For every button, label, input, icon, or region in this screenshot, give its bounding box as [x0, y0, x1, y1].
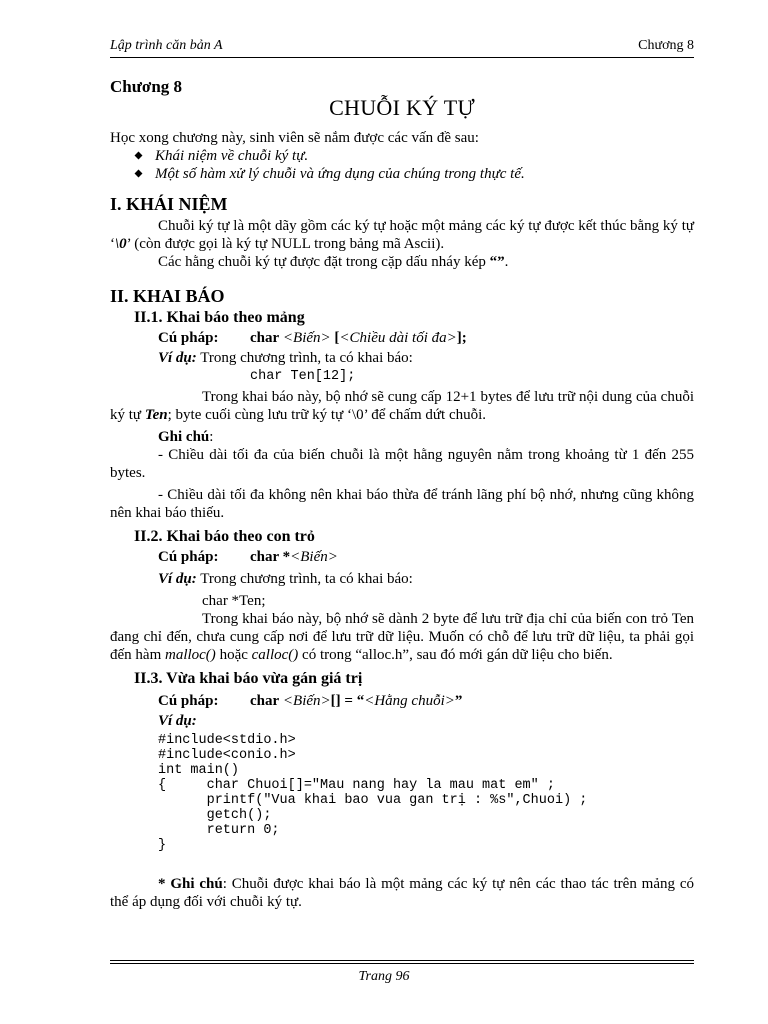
section-heading-khai-bao: II. KHAI BÁO [110, 286, 225, 306]
text-run: . [504, 254, 509, 270]
code-line: #include<conio.h> [158, 748, 296, 763]
chapter-label: Chương 8 [110, 77, 183, 96]
note-label: Ghi chú [158, 429, 210, 445]
text-run: hoặc [215, 647, 252, 663]
code-line: { char Chuoi[]="Mau nang hay la mau mat em" ; [158, 778, 555, 793]
syntax-label: Cú pháp: [158, 330, 219, 346]
text-run: Trong khai báo này, bộ nhớ sẽ cung cấp 12+1 bytes để lưu trữ nội dung của chuỗi ký tự [110, 389, 694, 423]
subsection-heading: II.1. Khai báo theo mảng [134, 309, 305, 326]
subsection-heading: II.3. Vừa khai báo vừa gán giá trị [134, 670, 363, 687]
text-run: ; byte cuối cùng lưu trữ ký tự ‘\0’ để chấm dứt chuỗi. [167, 407, 487, 423]
syntax-keyword: char [250, 693, 280, 709]
bullet-icon [135, 170, 143, 178]
code-line: } [158, 838, 167, 853]
syntax-label: Cú pháp: [158, 693, 219, 709]
paragraph [110, 875, 694, 911]
syntax-keyword: char [250, 330, 280, 346]
syntax-line [110, 692, 694, 710]
paragraph [110, 217, 694, 253]
example-line [110, 712, 694, 730]
code-line: char Ten[12]; [250, 369, 356, 384]
text-run: Các hằng chuỗi ký tự được đặt trong cặp dấu nháy kép [158, 254, 490, 270]
paragraph [110, 388, 694, 424]
intro-text: Học xong chương này, sinh viên sẽ nắm được các vấn đề sau: [110, 130, 479, 146]
note-colon: : [209, 429, 214, 445]
example-label: Ví dụ: [158, 571, 197, 587]
chapter-title: CHUỖI KÝ TỰ [329, 95, 475, 120]
syntax-length: <Chiều dài tối đa> [339, 330, 457, 346]
bullet-icon [135, 152, 143, 160]
example-label: Ví dụ: [158, 350, 197, 366]
text-run-emphasis: \0 [115, 236, 127, 252]
paragraph: - Chiều dài tối đa không nên khai báo thừa để tránh lãng phí bộ nhớ, nhưng cũng không nên khai báo thiếu. [110, 487, 694, 521]
page-content [110, 76, 694, 911]
syntax-bracket: ]; [456, 330, 467, 346]
example-label: Ví dụ: [158, 713, 197, 729]
text-run-emphasis: Ten [144, 407, 168, 423]
note-label: * Ghi chú [158, 876, 223, 892]
header-course-title: Lập trình căn bản A [110, 38, 223, 53]
code-line: char *Ten; [202, 593, 266, 609]
section-heading-khai-niem: I. KHÁI NIỆM [110, 194, 228, 214]
paragraph [110, 610, 694, 664]
footer-rule [110, 960, 694, 961]
syntax-keyword: char * [250, 549, 291, 565]
text-run: có trong “alloc.h”, sau đó mới gán dữ liệu cho biến. [298, 647, 613, 663]
code-line: return 0; [158, 823, 280, 838]
text-run-emphasis: malloc() [164, 647, 216, 663]
syntax-line [110, 329, 694, 347]
syntax-variable: <Biến> [290, 549, 338, 565]
example-text: Trong chương trình, ta có khai báo: [196, 350, 413, 366]
code-block [110, 733, 694, 853]
code-line: printf("Vua khai bao vua gan trị : %s",Chuoi) ; [158, 793, 588, 808]
list-item-text: Khái niệm về chuỗi ký tự. [155, 148, 309, 164]
code-line: getch(); [158, 808, 272, 823]
text-run: ’ (còn được gọi là ký tự NULL trong bảng mã Ascii). [126, 236, 445, 252]
syntax-value: <Hằng chuỗi> [364, 693, 455, 709]
code-line: #include<stdio.h> [158, 733, 296, 748]
example-line [110, 570, 694, 588]
paragraph: - Chiều dài tối đa của biến chuỗi là một hằng nguyên nằm trong khoảng từ 1 đến 255 bytes. [110, 447, 694, 481]
list-item [135, 147, 694, 165]
header-chapter: Chương 8 [638, 38, 694, 53]
footer-rule [110, 963, 694, 964]
text-run-emphasis: “” [489, 254, 505, 270]
syntax-bracket: [ [330, 330, 340, 346]
subsection-heading: II.2. Khai báo theo con trỏ [134, 528, 315, 545]
header-rule [110, 57, 694, 58]
code-line: int main() [158, 763, 240, 778]
paragraph [110, 253, 694, 271]
text-run: : Chuỗi được khai báo là một mảng các ký tự nên các thao tác trên mảng có thể áp dụng đối với chuỗi ký tự. [110, 876, 694, 910]
syntax-label: Cú pháp: [158, 549, 219, 565]
syntax-variable: <Biến> [282, 330, 331, 346]
syntax-quote: ” [454, 693, 463, 709]
text-run: Trong khai báo này, bộ nhớ sẽ dành 2 byte để lưu trữ địa chỉ của biến con trỏ Ten đang chỉ đến, chưa cung cấp nơi để lưu trữ dữ liệu. Muốn có chỗ để lưu trữ dữ liệu, ta phải gọi đến hàm [110, 611, 694, 663]
text-run-emphasis: calloc() [251, 647, 299, 663]
example-text: Trong chương trình, ta có khai báo: [196, 571, 413, 587]
page-header [110, 38, 694, 58]
page-number: Trang 96 [358, 969, 410, 984]
syntax-operator: [] = “ [330, 693, 365, 709]
text-run: Chuỗi ký tự là một dãy gồm các ký tự hoặc một mảng các ký tự được kết thúc bằng ký tự ‘ [110, 218, 694, 252]
example-line [110, 349, 694, 367]
list-item-text: Một số hàm xử lý chuỗi và ứng dụng của chúng trong thực tế. [155, 166, 525, 182]
syntax-variable: <Biến> [282, 693, 331, 709]
list-item [135, 165, 694, 183]
intro-bullet-list [110, 147, 694, 183]
note-title [110, 428, 694, 446]
syntax-line [110, 548, 694, 566]
